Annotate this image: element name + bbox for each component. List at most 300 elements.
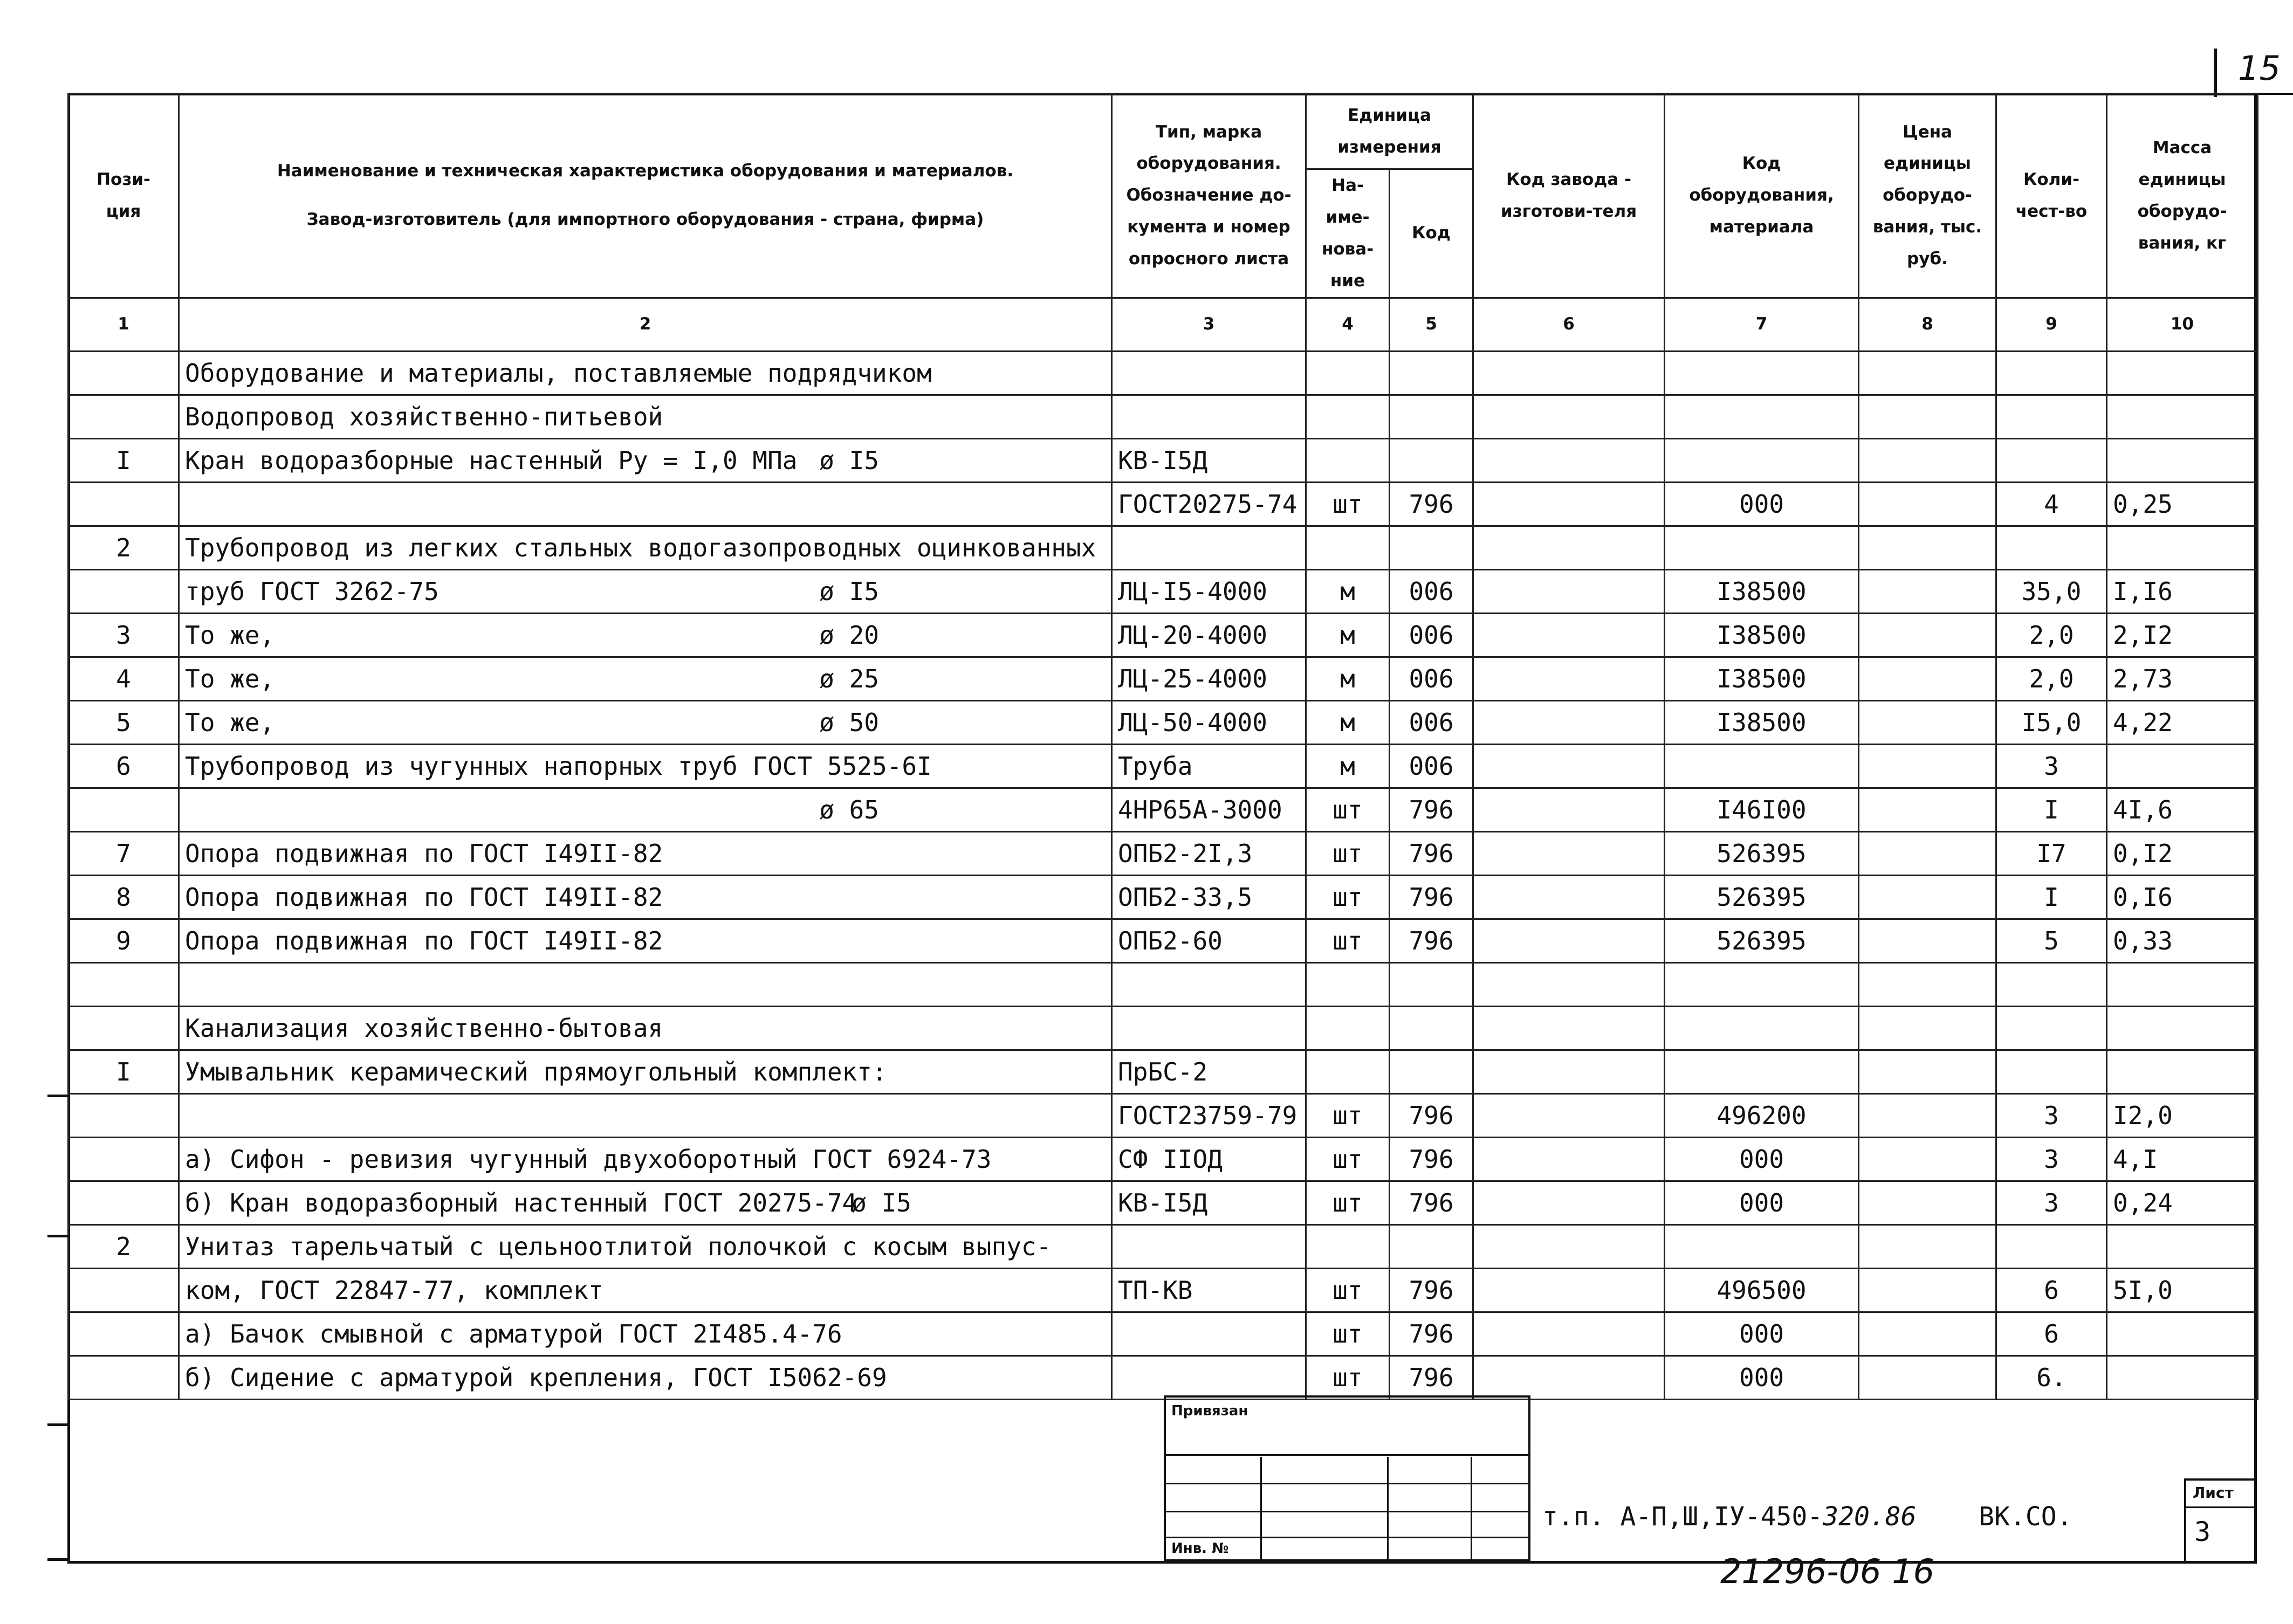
cell-unit-code	[1390, 438, 1473, 482]
column-number: 9	[1996, 298, 2107, 351]
corner-page-number: 15	[2238, 49, 2281, 88]
cell-factory-code	[1473, 438, 1665, 482]
cell-factory-code	[1473, 1050, 1665, 1093]
table-row	[68, 1181, 2258, 1224]
cell-name	[179, 788, 1112, 831]
cell-unit	[1306, 1050, 1390, 1093]
cell-quantity: I5,0	[1996, 700, 2107, 744]
cell-position: 3	[68, 613, 179, 657]
cell-factory-code	[1473, 613, 1665, 657]
cell-name	[179, 438, 1112, 482]
cell-unit: шт	[1306, 1181, 1390, 1224]
cell-price	[1859, 526, 1996, 569]
diameter-value: ø I5	[852, 1188, 911, 1217]
cell-type	[1112, 395, 1306, 438]
cell-name	[179, 1050, 1112, 1093]
cell-unit-code: 796	[1390, 1312, 1473, 1355]
cell-unit-code: 006	[1390, 700, 1473, 744]
specification-table	[67, 93, 2258, 1400]
cell-unit-code: 796	[1390, 919, 1473, 962]
cell-factory-code	[1473, 962, 1665, 1006]
cell-unit: шт	[1306, 1137, 1390, 1181]
column-number: 1	[68, 298, 179, 351]
cell-position	[68, 1093, 179, 1137]
cell-material-code: 526395	[1665, 831, 1859, 875]
cell-factory-code	[1473, 788, 1665, 831]
margin-tick	[47, 1558, 69, 1561]
table-row	[68, 788, 2258, 831]
cell-material-code: 526395	[1665, 919, 1859, 962]
cell-unit-code	[1390, 351, 1473, 395]
cell-material-code: 526395	[1665, 875, 1859, 919]
table-row	[68, 569, 2258, 613]
cell-name	[179, 1093, 1112, 1137]
cell-material-code: 000	[1665, 1355, 1859, 1399]
name-text: Канализация хозяйственно-бытовая	[185, 1013, 663, 1043]
cell-material-code	[1665, 744, 1859, 788]
cell-unit: шт	[1306, 831, 1390, 875]
cell-quantity	[1996, 962, 2107, 1006]
cell-price	[1859, 1224, 1996, 1268]
cell-position	[68, 962, 179, 1006]
cell-unit-code	[1390, 962, 1473, 1006]
cell-mass: 0,I2	[2107, 831, 2258, 875]
table-row	[68, 1050, 2258, 1093]
cell-unit: м	[1306, 569, 1390, 613]
cell-material-code: I38500	[1665, 613, 1859, 657]
cell-mass: 4I,6	[2107, 788, 2258, 831]
name-text: Унитаз тарельчатый с цельноотлитой полочкой с косым выпус-	[185, 1231, 1052, 1261]
cell-position: 2	[68, 1224, 179, 1268]
cell-quantity: 3	[1996, 1093, 2107, 1137]
cell-unit	[1306, 351, 1390, 395]
table-row	[68, 1137, 2258, 1181]
table-row	[68, 1224, 2258, 1268]
cell-unit-code: 796	[1390, 1137, 1473, 1181]
cell-unit: шт	[1306, 919, 1390, 962]
cell-unit	[1306, 1006, 1390, 1050]
cell-mass: 0,25	[2107, 482, 2258, 526]
cell-type: Труба	[1112, 744, 1306, 788]
name-text: Опора подвижная по ГОСТ I49II-82	[185, 926, 663, 955]
cell-price	[1859, 613, 1996, 657]
table-row	[68, 700, 2258, 744]
cell-unit: м	[1306, 700, 1390, 744]
cell-type	[1112, 1312, 1306, 1355]
cell-material-code	[1665, 1050, 1859, 1093]
column-number: 2	[179, 298, 1112, 351]
cell-unit-code	[1390, 395, 1473, 438]
stamp-bound-label: Привязан	[1171, 1403, 1248, 1419]
cell-name	[179, 569, 1112, 613]
cell-mass	[2107, 438, 2258, 482]
cell-material-code	[1665, 526, 1859, 569]
cell-material-code: 000	[1665, 1181, 1859, 1224]
cell-position: 5	[68, 700, 179, 744]
cell-price	[1859, 788, 1996, 831]
table-row	[68, 875, 2258, 919]
table-row	[68, 1006, 2258, 1050]
name-text: б) Сидение с арматурой крепления, ГОСТ I5062-69	[185, 1362, 887, 1392]
cell-price	[1859, 438, 1996, 482]
cell-type: ЛЦ-50-4000	[1112, 700, 1306, 744]
cell-unit-code: 796	[1390, 482, 1473, 526]
table-row	[68, 1312, 2258, 1355]
cell-factory-code	[1473, 831, 1665, 875]
cell-unit-code: 796	[1390, 788, 1473, 831]
cell-factory-code	[1473, 1006, 1665, 1050]
table-row	[68, 657, 2258, 700]
cell-material-code: I38500	[1665, 569, 1859, 613]
header-position: Пози- ция	[68, 94, 179, 298]
cell-name	[179, 1355, 1112, 1399]
cell-unit-code	[1390, 1224, 1473, 1268]
name-text: Трубопровод из чугунных напорных труб ГОСТ 5525-6I	[185, 751, 932, 781]
cell-position	[68, 1355, 179, 1399]
cell-type	[1112, 351, 1306, 395]
cell-material-code: I46I00	[1665, 788, 1859, 831]
cell-mass	[2107, 1050, 2258, 1093]
cell-name	[179, 1312, 1112, 1355]
cell-mass	[2107, 962, 2258, 1006]
cell-unit-code: 796	[1390, 831, 1473, 875]
cell-quantity: 3	[1996, 1137, 2107, 1181]
cell-unit-code: 006	[1390, 657, 1473, 700]
cell-factory-code	[1473, 657, 1665, 700]
cell-type: КВ-I5Д	[1112, 1181, 1306, 1224]
cell-position	[68, 1006, 179, 1050]
sheet-number-box	[2184, 1478, 2257, 1561]
cell-mass: 0,24	[2107, 1181, 2258, 1224]
cell-quantity: 5	[1996, 919, 2107, 962]
cell-name	[179, 1137, 1112, 1181]
column-numbers-row	[68, 298, 2258, 351]
cell-name	[179, 1224, 1112, 1268]
cell-quantity	[1996, 1006, 2107, 1050]
cell-price	[1859, 1355, 1996, 1399]
cell-quantity: I7	[1996, 831, 2107, 875]
cell-name	[179, 962, 1112, 1006]
cell-material-code	[1665, 1006, 1859, 1050]
diameter-value: ø I5	[819, 576, 879, 606]
table-row	[68, 395, 2258, 438]
cell-type: СФ IIОД	[1112, 1137, 1306, 1181]
header-name: Наименование и техническая характеристика оборудования и материалов. Завод-изготовитель (для импортного оборудования - страна, фирма)	[179, 94, 1112, 298]
table-row	[68, 613, 2258, 657]
cell-quantity: 35,0	[1996, 569, 2107, 613]
cell-quantity: 3	[1996, 744, 2107, 788]
cell-unit-code: 796	[1390, 1093, 1473, 1137]
cell-unit	[1306, 962, 1390, 1006]
cell-type: ОПБ2-2I,3	[1112, 831, 1306, 875]
cell-position: 4	[68, 657, 179, 700]
cell-factory-code	[1473, 351, 1665, 395]
cell-factory-code	[1473, 1181, 1665, 1224]
cell-unit-code	[1390, 526, 1473, 569]
cell-unit: шт	[1306, 1355, 1390, 1399]
cell-price	[1859, 482, 1996, 526]
cell-type	[1112, 1006, 1306, 1050]
cell-material-code: I38500	[1665, 700, 1859, 744]
cell-type: ОПБ2-60	[1112, 919, 1306, 962]
cell-type: ОПБ2-33,5	[1112, 875, 1306, 919]
cell-name	[179, 875, 1112, 919]
cell-name	[179, 1181, 1112, 1224]
cell-name	[179, 351, 1112, 395]
cell-price	[1859, 351, 1996, 395]
name-text: То же,	[185, 707, 275, 737]
header-quantity: Коли-чест-во	[1996, 94, 2107, 298]
diameter-value: ø 25	[819, 664, 879, 693]
cell-factory-code	[1473, 569, 1665, 613]
cell-type	[1112, 526, 1306, 569]
binding-stamp	[1164, 1395, 1530, 1561]
table-row	[68, 744, 2258, 788]
cell-material-code: 000	[1665, 1137, 1859, 1181]
cell-type: ГОСТ23759-79	[1112, 1093, 1306, 1137]
cell-unit-code: 006	[1390, 613, 1473, 657]
cell-mass: 4,22	[2107, 700, 2258, 744]
cell-unit-code: 796	[1390, 1268, 1473, 1312]
cell-position: I	[68, 438, 179, 482]
cell-price	[1859, 657, 1996, 700]
cell-name	[179, 700, 1112, 744]
cell-mass: I,I6	[2107, 569, 2258, 613]
cell-unit-code	[1390, 1006, 1473, 1050]
cell-name	[179, 526, 1112, 569]
cell-unit	[1306, 526, 1390, 569]
diameter-value: ø 50	[819, 707, 879, 737]
cell-name	[179, 831, 1112, 875]
cell-quantity: 3	[1996, 1181, 2107, 1224]
cell-unit: м	[1306, 613, 1390, 657]
cell-quantity: I	[1996, 875, 2107, 919]
cell-unit-code: 006	[1390, 744, 1473, 788]
header-factory-code: Код завода - изготови-теля	[1473, 94, 1665, 298]
name-text: Кран водоразборные настенный Ру = I,0 МПа	[185, 445, 798, 475]
cell-mass	[2107, 744, 2258, 788]
table-row	[68, 351, 2258, 395]
name-text: Опора подвижная по ГОСТ I49II-82	[185, 838, 663, 868]
cell-material-code	[1665, 438, 1859, 482]
cell-unit: шт	[1306, 1093, 1390, 1137]
cell-quantity	[1996, 395, 2107, 438]
column-number: 5	[1390, 298, 1473, 351]
cell-factory-code	[1473, 875, 1665, 919]
name-text: Водопровод хозяйственно-питьевой	[185, 402, 663, 431]
table-row	[68, 526, 2258, 569]
column-number: 6	[1473, 298, 1665, 351]
cell-unit-code: 006	[1390, 569, 1473, 613]
cell-type: ЛЦ-25-4000	[1112, 657, 1306, 700]
cell-quantity: 6.	[1996, 1355, 2107, 1399]
margin-tick	[47, 1235, 69, 1237]
cell-mass	[2107, 1312, 2258, 1355]
cell-name	[179, 613, 1112, 657]
name-text: Трубопровод из легких стальных водогазопроводных оцинкованных	[185, 533, 1096, 562]
cell-price	[1859, 700, 1996, 744]
cell-price	[1859, 1006, 1996, 1050]
cell-factory-code	[1473, 1312, 1665, 1355]
cell-factory-code	[1473, 395, 1665, 438]
column-number: 10	[2107, 298, 2258, 351]
cell-type: 4НР65А-3000	[1112, 788, 1306, 831]
name-text: труб ГОСТ 3262-75	[185, 576, 439, 606]
header-unit-group: Единица измерения	[1306, 94, 1473, 169]
name-text: а) Бачок смывной с арматурой ГОСТ 2I485.4-76	[185, 1319, 842, 1348]
cell-position	[68, 569, 179, 613]
cell-quantity	[1996, 1050, 2107, 1093]
cell-name	[179, 1006, 1112, 1050]
cell-price	[1859, 1268, 1996, 1312]
table-row	[68, 1355, 2258, 1399]
cell-material-code	[1665, 351, 1859, 395]
cell-position: 6	[68, 744, 179, 788]
document-designation: т.п. А-П,Ш,IУ-450-320.86 ВК.СО.	[1542, 1502, 2072, 1532]
cell-type	[1112, 1224, 1306, 1268]
table-row	[68, 1093, 2258, 1137]
cell-mass: 5I,0	[2107, 1268, 2258, 1312]
sheet-number: 3	[2194, 1516, 2211, 1547]
cell-mass	[2107, 1006, 2258, 1050]
name-text: То же,	[185, 664, 275, 693]
table-row	[68, 438, 2258, 482]
cell-quantity	[1996, 526, 2107, 569]
header-unit-code: Код	[1390, 169, 1473, 298]
cell-factory-code	[1473, 1268, 1665, 1312]
cell-quantity: 6	[1996, 1312, 2107, 1355]
cell-mass: 0,I6	[2107, 875, 2258, 919]
name-text: ком, ГОСТ 22847-77, комплект	[185, 1275, 603, 1305]
cell-price	[1859, 395, 1996, 438]
column-number: 8	[1859, 298, 1996, 351]
table-row	[68, 1268, 2258, 1312]
header-price: Цена единицы оборудо-вания, тыс. руб.	[1859, 94, 1996, 298]
cell-price	[1859, 1093, 1996, 1137]
cell-position	[68, 1181, 179, 1224]
diameter-value: ø 20	[819, 620, 879, 650]
cell-price	[1859, 1137, 1996, 1181]
archive-number: 21296-06 16	[1720, 1552, 1935, 1591]
cell-factory-code	[1473, 1224, 1665, 1268]
cell-factory-code	[1473, 919, 1665, 962]
cell-type: ЛЦ-20-4000	[1112, 613, 1306, 657]
cell-price	[1859, 1181, 1996, 1224]
cell-material-code	[1665, 962, 1859, 1006]
cell-type: ЛЦ-I5-4000	[1112, 569, 1306, 613]
cell-type: ГОСТ20275-74	[1112, 482, 1306, 526]
cell-position: 2	[68, 526, 179, 569]
column-number: 4	[1306, 298, 1390, 351]
cell-factory-code	[1473, 1093, 1665, 1137]
cell-mass	[2107, 1224, 2258, 1268]
header-material-code: Код оборудования, материала	[1665, 94, 1859, 298]
cell-mass: I2,0	[2107, 1093, 2258, 1137]
cell-name	[179, 744, 1112, 788]
header-type: Тип, марка оборудования. Обозначение до-кумента и номер опросного листа	[1112, 94, 1306, 298]
cell-position	[68, 482, 179, 526]
cell-quantity	[1996, 1224, 2107, 1268]
column-number: 7	[1665, 298, 1859, 351]
cell-price	[1859, 831, 1996, 875]
cell-position	[68, 1312, 179, 1355]
cell-name	[179, 1268, 1112, 1312]
name-text: То же,	[185, 620, 275, 650]
cell-material-code: 000	[1665, 482, 1859, 526]
cell-unit: шт	[1306, 1312, 1390, 1355]
name-text: а) Сифон - ревизия чугунный двухоборотный ГОСТ 6924-73	[185, 1144, 992, 1174]
cell-quantity: 2,0	[1996, 613, 2107, 657]
name-text: Опора подвижная по ГОСТ I49II-82	[185, 882, 663, 912]
cell-factory-code	[1473, 1355, 1665, 1399]
cell-factory-code	[1473, 482, 1665, 526]
header-mass: Масса единицы оборудо-вания, кг	[2107, 94, 2258, 298]
cell-material-code: I38500	[1665, 657, 1859, 700]
cell-price	[1859, 1050, 1996, 1093]
name-text: Умывальник керамический прямоугольный комплект:	[185, 1057, 887, 1086]
cell-unit	[1306, 395, 1390, 438]
cell-position: I	[68, 1050, 179, 1093]
corner-mark	[2214, 49, 2217, 97]
cell-position	[68, 1137, 179, 1181]
cell-quantity	[1996, 438, 2107, 482]
cell-position	[68, 395, 179, 438]
cell-position: 9	[68, 919, 179, 962]
cell-factory-code	[1473, 744, 1665, 788]
margin-tick	[47, 1423, 69, 1426]
cell-factory-code	[1473, 700, 1665, 744]
cell-unit-code: 796	[1390, 875, 1473, 919]
cell-name	[179, 482, 1112, 526]
margin-tick	[47, 1095, 69, 1097]
cell-name	[179, 657, 1112, 700]
name-text: б) Кран водоразборный настенный ГОСТ 20275-74	[185, 1188, 857, 1217]
cell-factory-code	[1473, 1137, 1665, 1181]
cell-material-code: 496200	[1665, 1093, 1859, 1137]
cell-position: 7	[68, 831, 179, 875]
cell-price	[1859, 875, 1996, 919]
cell-mass: 4,I	[2107, 1137, 2258, 1181]
cell-quantity: 4	[1996, 482, 2107, 526]
table-row	[68, 831, 2258, 875]
cell-type	[1112, 1355, 1306, 1399]
cell-position	[68, 1268, 179, 1312]
cell-unit: шт	[1306, 788, 1390, 831]
header-unit-name: На-име-нова-ние	[1306, 169, 1390, 298]
cell-quantity: I	[1996, 788, 2107, 831]
cell-mass: 0,33	[2107, 919, 2258, 962]
table-row	[68, 482, 2258, 526]
cell-type: ТП-КВ	[1112, 1268, 1306, 1312]
cell-material-code	[1665, 395, 1859, 438]
cell-position	[68, 788, 179, 831]
cell-unit: шт	[1306, 1268, 1390, 1312]
cell-price	[1859, 569, 1996, 613]
cell-unit	[1306, 1224, 1390, 1268]
cell-position	[68, 351, 179, 395]
stamp-inv-label: Инв. №	[1171, 1540, 1229, 1557]
cell-mass: 2,73	[2107, 657, 2258, 700]
cell-price	[1859, 1312, 1996, 1355]
cell-material-code: 496500	[1665, 1268, 1859, 1312]
cell-mass: 2,I2	[2107, 613, 2258, 657]
cell-price	[1859, 919, 1996, 962]
cell-unit: шт	[1306, 875, 1390, 919]
cell-type: ПрБС-2	[1112, 1050, 1306, 1093]
cell-unit-code: 796	[1390, 1181, 1473, 1224]
cell-price	[1859, 744, 1996, 788]
cell-price	[1859, 962, 1996, 1006]
